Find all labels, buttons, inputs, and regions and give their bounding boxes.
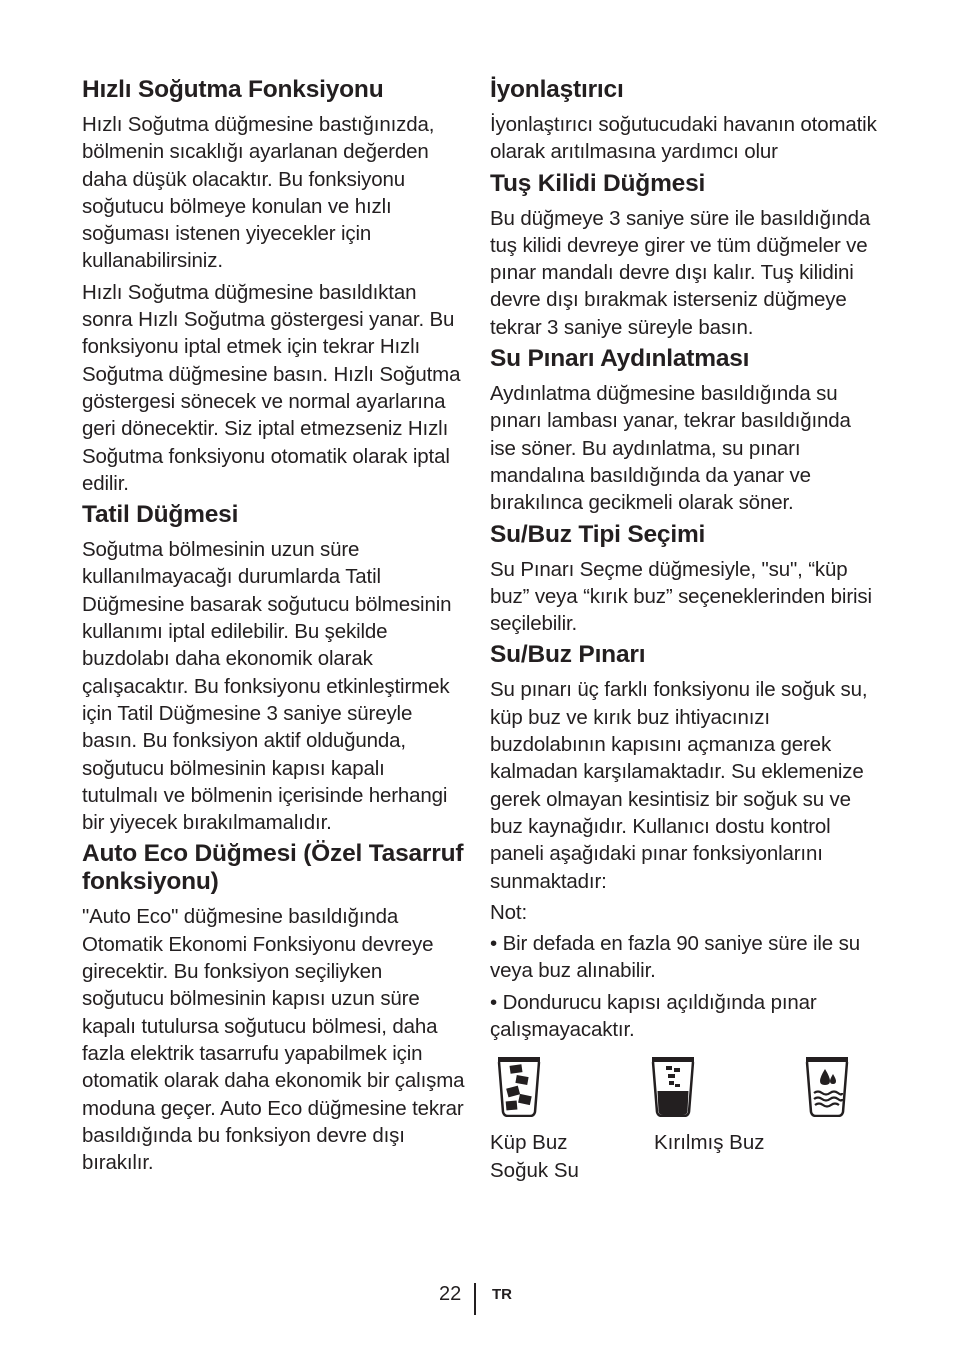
heading-key-lock: Tuş Kilidi Düğmesi [490,169,706,197]
note-bullet-1: • Bir defada en fazla 90 saniye süre ile su veya buz alınabilir. [490,932,860,983]
cube-ice-cup-icon [492,1057,546,1117]
paragraph-ionizer: İyonlaştırıcı soğutucudaki havanın otomatik olarak arıtılmasına yardımcı olur [490,113,877,164]
paragraph-auto-eco: "Auto Eco" düğmesine basıldığında Otomatik Ekonomi Fonksiyonu devreye girecektir. Bu fonksiyon seçiliyken soğutucu bölmesinin kapısı uzun süre kapalı tutulursa soğutucu bölmesi, daha fazla elektrik tasarrufu yapabilmek için otomatik olarak daha ekonomik bir çalışma moduna geçer. Auto Eco düğmesine tekrar basıldığında bu fonksiyon devre dışı bırakılır. [82,905,465,1175]
heading-water-ice-dispenser: Su/Buz Pınarı [490,641,646,669]
dispenser-icon-labels [490,1129,880,1189]
note-label: Not: [490,900,527,924]
heading-holiday-button: Tatil Düğmesi [82,501,239,529]
page-number: 22 [439,1283,462,1305]
heading-quick-cooling: Hızlı Soğutma Fonksiyonu [82,76,384,103]
paragraph-water-ice-dispenser: Su pınarı üç farklı fonksiyonu ile soğuk su, küp buz ve kırık buz ihtiyacınızı buzdolabının kapısını açmanıza gerek kalmadan karşılamaktadır. Su eklemenize gerek olmayan kesintisiz bir soğuk su ve buz kaynağıdır. Kullanıcı dostu kontrol paneli aşağıdaki pınar fonksiyonlarını sunmaktadır: [490,678,868,893]
section-auto-eco [82,840,466,1176]
paragraph-quick-cooling-1: Hızlı Soğutma düğmesine bastığınızda, bölmenin sıcaklığı ayarlanan değerden daha düşük olacaktır. Bu fonksiyonu soğutucu bölmeye konulan ve hızlı soğuması istenen yiyecekler için kullanabilirsiniz. [82,113,435,273]
right-column [490,76,880,1189]
paragraph-quick-cooling-2: Hızlı Soğutma düğmesine basıldıktan sonra Hızlı Soğutma göstergesi yanar. Bu fonksiyonu iptal etmek için tekrar Hızlı Soğutma düğmesine basın. Hızlı Soğutma göstergesi sönecek ve normal ayarlarına geri dönecektir. Siz iptal etmezseniz Hızlı Soğutma fonksiyonu otomatik olarak iptal edilir. [82,280,461,495]
paragraph-dispenser-light: Aydınlatma düğmesine basıldığında su pınarı lambası yanar, tekrar basıldığında ise söner. Bu aydınlatma, su pınarı mandalına basıldığında da yanar ve bırakılınca gecikmeli olarak söner. [490,382,851,515]
section-water-ice-type [490,521,880,638]
left-column [82,76,466,1180]
language-code: TR [492,1286,512,1303]
label-cold-water: Soğuk Su [490,1158,579,1182]
heading-water-ice-type: Su/Buz Tipi Seçimi [490,520,706,548]
heading-ionizer: İyonlaştırıcı [490,76,624,103]
section-ionizer [490,76,880,166]
paragraph-water-ice-type: Su Pınarı Seçme düğmesiyle, "su", “küp buz” veya “kırık buz” seçeneklerinden birisi seçilebilir. [490,557,872,636]
footer-divider [474,1283,476,1315]
paragraph-holiday-button: Soğutma bölmesinin uzun süre kullanılmayacağı durumlarda Tatil Düğmesine basarak soğutucu bölmesinin kullanımı iptal edilebilir. Bu şekilde buzdolabı daha ekonomik olarak çalışacaktır. Bu fonksiyonu etkinleştirmek için Tatil Düğmesine 3 saniye süreyle basın. Bu fonksiyon aktif olduğunda, soğutucu bölmesinin kapısı kapalı tutulmalı ve bölmenin içerisinde herhangi bir yiyecek bırakılmamalıdır. [82,538,452,835]
section-quick-cooling [82,76,466,497]
section-key-lock [490,170,880,341]
label-cube-ice-group [490,1129,579,1184]
dispenser-icons [490,1057,880,1127]
heading-dispenser-light: Su Pınarı Aydınlatması [490,345,750,373]
section-holiday-button [82,501,466,836]
paragraph-key-lock: Bu düğmeye 3 saniye süre ile basıldığında tuş kilidi devreye girer ve tüm düğmeler ve pınar mandalı devre dışı kalır. Tuş kilidini devre dışı bırakmak isterseniz düğmeye tekrar 3 saniye süreyle basın. [490,206,871,339]
page-footer [0,1283,954,1313]
section-water-ice-dispenser [490,641,880,1043]
note-bullet-2: • Dondurucu kapısı açıldığında pınar çalışmayacaktır. [490,990,817,1042]
cold-water-cup-icon [800,1057,854,1117]
crushed-ice-cup-icon [646,1057,700,1117]
heading-auto-eco: Auto Eco Düğmesi (Özel Tasarruf fonksiyonu) [82,840,464,896]
section-dispenser-light [490,345,880,516]
label-crushed-ice: Kırılmış Buz [654,1131,765,1155]
label-cube-ice: Küp Buz [490,1131,568,1155]
